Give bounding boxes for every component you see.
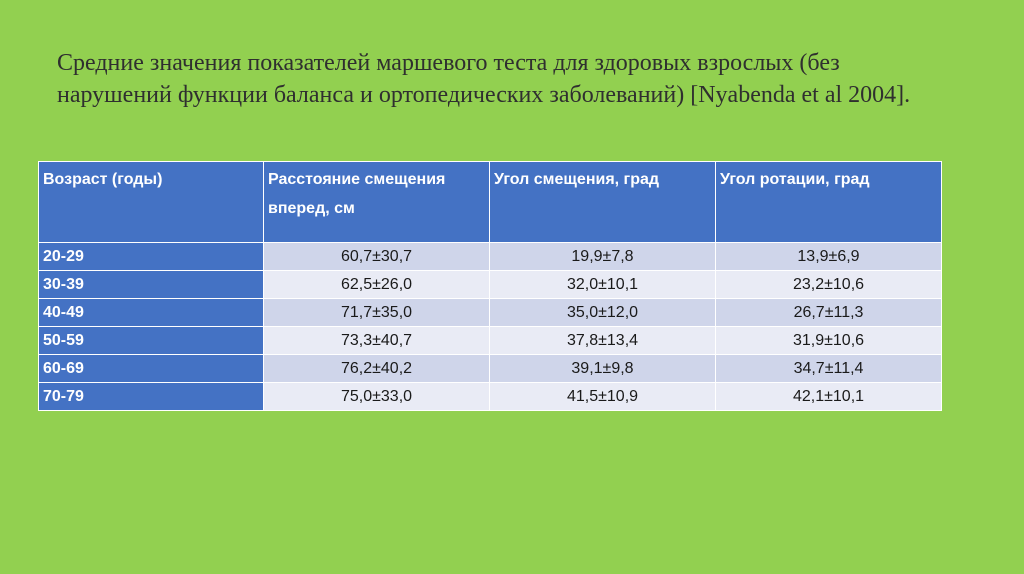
age-cell: 60-69 [39,355,264,383]
forward-distance-cell: 60,7±30,7 [264,243,490,271]
rotation-angle-cell: 31,9±10,6 [716,327,942,355]
rotation-angle-cell: 23,2±10,6 [716,271,942,299]
header-age: Возраст (годы) [39,162,264,243]
age-cell: 40-49 [39,299,264,327]
displacement-angle-cell: 19,9±7,8 [490,243,716,271]
rotation-angle-cell: 26,7±11,3 [716,299,942,327]
age-cell: 50-59 [39,327,264,355]
header-rotation-angle: Угол ротации, град [716,162,942,243]
rotation-angle-cell: 42,1±10,1 [716,383,942,411]
table-row [39,271,942,299]
age-cell: 70-79 [39,383,264,411]
table-row [39,243,942,271]
table-row [39,327,942,355]
age-cell: 20-29 [39,243,264,271]
table-row [39,383,942,411]
forward-distance-cell: 71,7±35,0 [264,299,490,327]
rotation-angle-cell: 13,9±6,9 [716,243,942,271]
table-row [39,299,942,327]
displacement-angle-cell: 35,0±12,0 [490,299,716,327]
forward-distance-cell: 76,2±40,2 [264,355,490,383]
table-row [39,355,942,383]
forward-distance-cell: 62,5±26,0 [264,271,490,299]
header-forward-distance: Расстояние смещения вперед, см [264,162,490,243]
header-displacement-angle: Угол смещения, град [490,162,716,243]
age-cell: 30-39 [39,271,264,299]
slide-title: Средние значения показателей маршевого теста для здоровых взрослых (без нарушений функции баланса и ортопедических заболеваний) [Nyabenda et al 2004]. [57,50,911,108]
rotation-angle-cell: 34,7±11,4 [716,355,942,383]
displacement-angle-cell: 39,1±9,8 [490,355,716,383]
displacement-angle-cell: 32,0±10,1 [490,271,716,299]
data-table [38,161,942,411]
displacement-angle-cell: 37,8±13,4 [490,327,716,355]
forward-distance-cell: 73,3±40,7 [264,327,490,355]
forward-distance-cell: 75,0±33,0 [264,383,490,411]
table-header-row [39,162,942,243]
displacement-angle-cell: 41,5±10,9 [490,383,716,411]
